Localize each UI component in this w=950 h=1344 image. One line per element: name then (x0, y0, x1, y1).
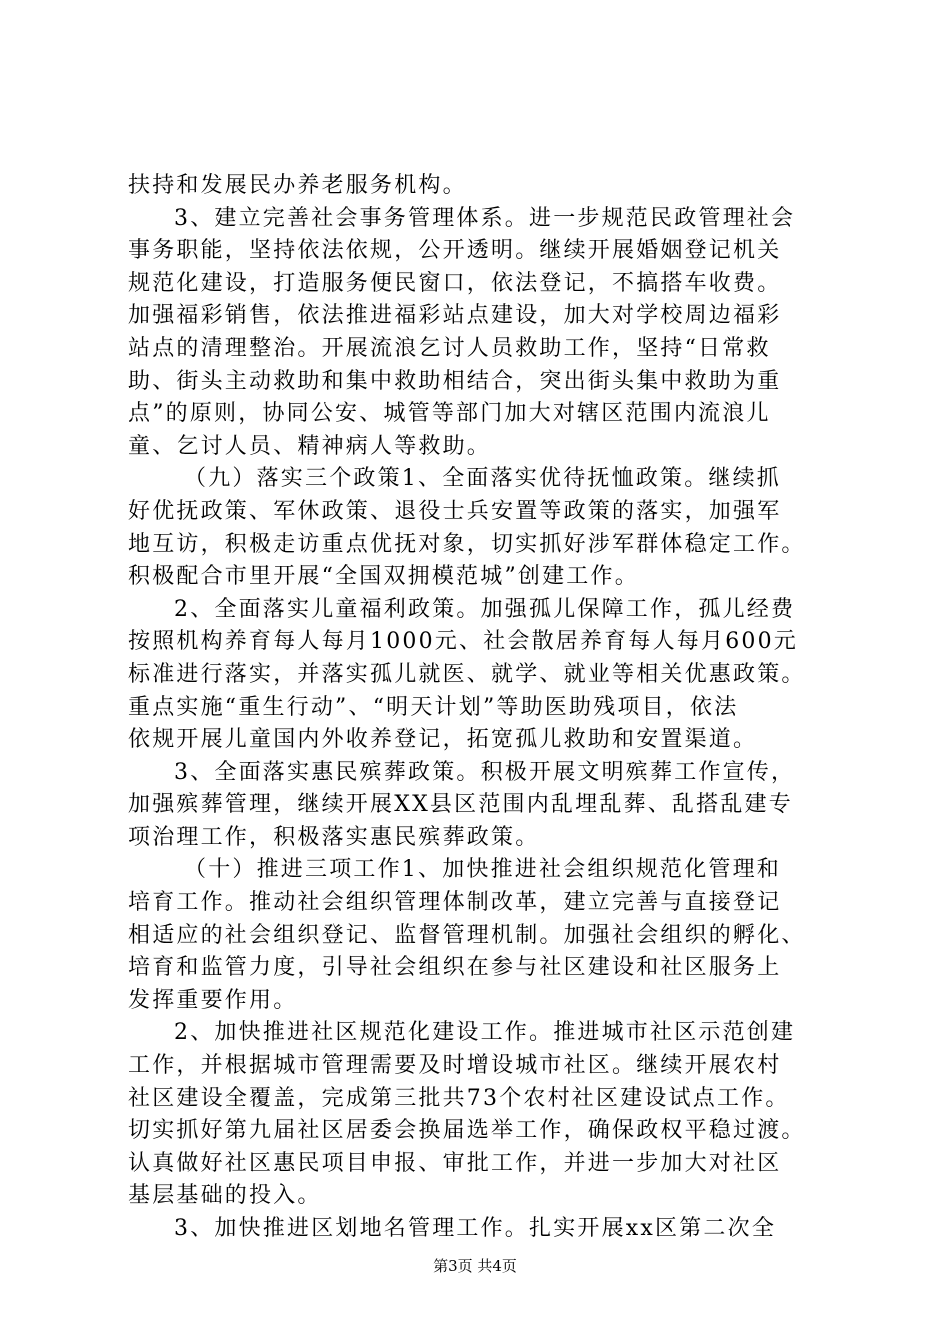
text-line: 2、加快推进社区规范化建设工作。推进城市社区示范创建 (174, 1020, 796, 1046)
text-line: 培育和监管力度，引导社会组织在参与社区建设和社区服务上 (128, 955, 782, 981)
text-line: 社区建设全覆盖，完成第三批共73个农村社区建设试点工作。 (128, 1085, 790, 1111)
text-line: 点”的原则，协同公安、城管等部门加大对辖区范围内流浪儿 (128, 401, 771, 427)
text-line: 切实抓好第九届社区居委会换届选举工作，确保政权平稳过渡。 (128, 1118, 806, 1144)
text-line: 基层基础的投入。 (128, 1183, 322, 1209)
text-line: 助、街头主动救助和集中救助相结合，突出街头集中救助为重 (128, 368, 782, 394)
text-line: 认真做好社区惠民项目申报、审批工作，并进一步加大对社区 (128, 1150, 782, 1176)
text-line: 3、全面落实惠民殡葬政策。积极开展文明殡葬工作宣传， (174, 759, 796, 785)
text-line: 相适应的社会组织登记、监督管理机制。加强社会组织的孵化、 (128, 922, 806, 948)
text-line: 3、加快推进区划地名管理工作。扎实开展xx区第二次全 (174, 1216, 777, 1241)
text-line: 2、全面落实儿童福利政策。加强孤儿保障工作，孤儿经费 (174, 596, 796, 622)
text-line: 工作，并根据城市管理需要及时增设城市社区。继续开展农村 (128, 1053, 782, 1079)
text-line: 发挥重要作用。 (128, 987, 298, 1013)
text-line: 积极配合市里开展“全国双拥模范城”创建工作。 (128, 564, 639, 590)
text-line: （九）落实三个政策1、全面落实优待抚恤政策。继续抓 (184, 466, 781, 492)
text-line: 好优抚政策、军休政策、退役士兵安置等政策的落实，加强军 (128, 498, 782, 524)
text-line: 标准进行落实，并落实孤儿就医、就学、就业等相关优惠政策。 (128, 661, 806, 687)
text-line: 加强殡葬管理，继续开展XX县区范围内乱埋乱葬、乱搭乱建专 (128, 792, 793, 818)
text-line: 童、乞讨人员、精神病人等救助。 (128, 433, 492, 459)
text-line: 站点的清理整治。开展流浪乞讨人员救助工作，坚持“日常救 (128, 335, 771, 361)
text-line: 依规开展儿童国内外收养登记，拓宽孤儿救助和安置渠道。 (128, 727, 758, 753)
text-line: 3、建立完善社会事务管理体系。进一步规范民政管理社会 (174, 205, 796, 231)
document-body (128, 170, 840, 1246)
text-line: 地互访，积极走访重点优抚对象，切实抓好涉军群体稳定工作。 (128, 531, 806, 557)
text-line: （十）推进三项工作1、加快推进社会组织规范化管理和 (184, 857, 781, 883)
text-line: 事务职能，坚持依法依规，公开透明。继续开展婚姻登记机关 (128, 238, 782, 264)
text-line: 扶持和发展民办养老服务机构。 (128, 173, 467, 198)
text-line: 按照机构养育每人每月1000元、社会散居养育每人每月600元 (128, 629, 798, 655)
text-line: 重点实施“重生行动”、“明天计划”等助医助残项目，依法 (128, 694, 739, 720)
text-line: 培育工作。推动社会组织管理体制改革，建立完善与直接登记 (128, 890, 782, 916)
page-footer: 第3页 共4页 (433, 1257, 517, 1275)
text-line: 加强福彩销售，依法推进福彩站点建设，加大对学校周边福彩 (128, 303, 782, 329)
text-line: 规范化建设，打造服务便民窗口，依法登记，不搞搭车收费。 (128, 270, 782, 296)
text-line: 项治理工作，积极落实惠民殡葬政策。 (128, 824, 540, 850)
